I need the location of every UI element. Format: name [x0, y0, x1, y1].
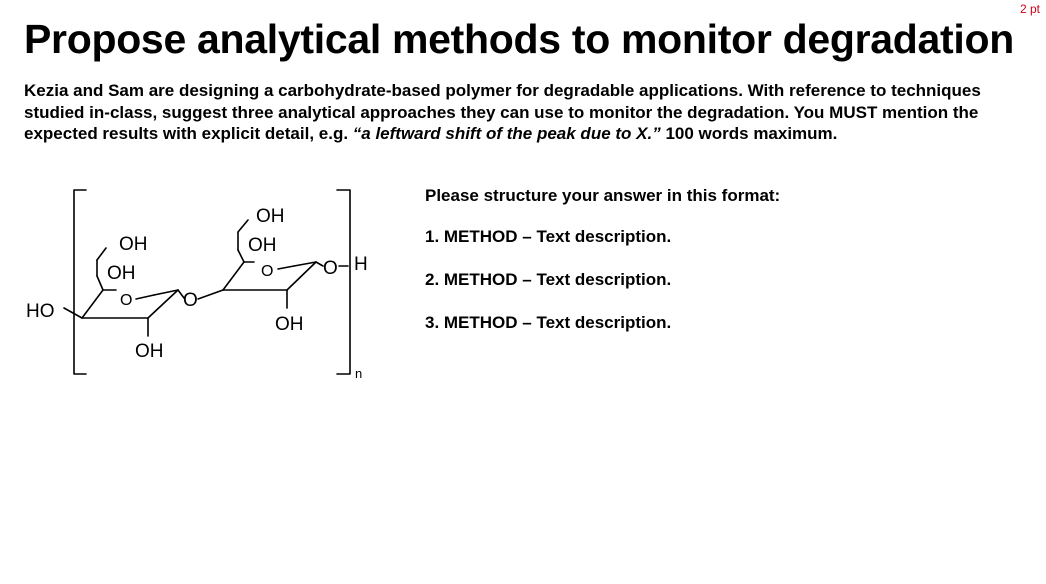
oh-right-ring-label: OH [248, 235, 277, 256]
ho-end-label: HO [26, 301, 55, 322]
oh-left-ring-lower-label: OH [107, 263, 136, 284]
terminal-oxygen-label: O [323, 258, 338, 279]
format-item-3: 3. METHOD – Text description. [425, 313, 672, 332]
answer-format-box [425, 186, 985, 355]
bridge-oxygen-label: O [183, 290, 198, 311]
format-item-1: 1. METHOD – Text description. [425, 227, 672, 246]
question-prompt [24, 80, 1024, 145]
polymer-structure-diagram [20, 178, 390, 393]
right-bracket [337, 190, 350, 374]
prompt-example: “a leftward shift of the peak due to X.” [352, 124, 661, 143]
ring-oxygen-left-label: O [120, 292, 133, 309]
oh-top-right-label: OH [256, 206, 285, 227]
repeat-unit-subscript: n [355, 366, 363, 381]
prompt-text-part-1: Kezia and Sam are designing a carbohydrate-based polymer for degradable applications. With reference to techniques studied in-class, suggest three analytical approaches they can use to monitor the degradation. You MUST mention the expected results with explicit detail, e.g. [24, 81, 981, 143]
points-label: 2 pt [1019, 2, 1040, 16]
terminal-hydrogen-label: H [354, 254, 368, 275]
prompt-text-part-2: 100 words maximum. [660, 124, 838, 143]
answer-format-heading: Please structure your answer in this format: [425, 186, 781, 205]
ring-oxygen-right-label: O [261, 263, 274, 280]
answer-format-list [425, 226, 985, 334]
oh-bottom-left-label: OH [135, 341, 164, 362]
format-item-2: 2. METHOD – Text description. [425, 270, 672, 289]
page-title: Propose analytical methods to monitor degradation [24, 16, 1014, 62]
left-bracket [74, 190, 86, 374]
oh-left-ring-upper-label: OH [119, 234, 148, 255]
oh-bottom-right-label: OH [275, 314, 304, 335]
